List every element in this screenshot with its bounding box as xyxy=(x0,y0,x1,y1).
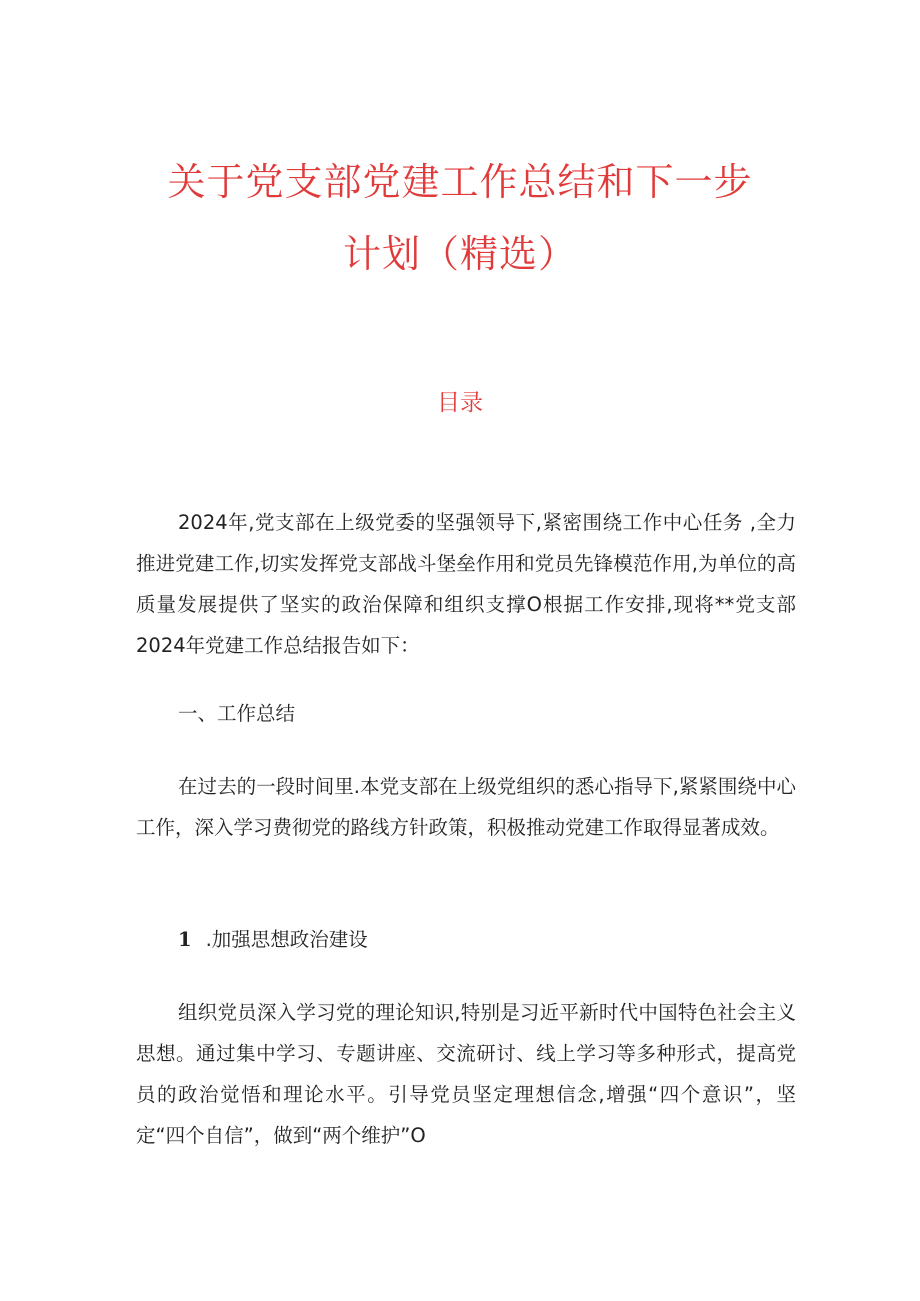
toc-heading: 目录 xyxy=(437,390,483,416)
section-summary-paragraph: 在过去的一段时间里.本党支部在上级党组织的悉心指导下,紧紧围绕中心工作，深入学习费彻党的路线方针政策，积极推动党建工作取得显著成效。 xyxy=(136,775,796,839)
subsection-number: 1 xyxy=(178,928,192,951)
document-title-line-2: 计划（精选） xyxy=(342,232,577,276)
ideology-paragraph: 组织党员深入学习党的理论知识,特别是习近平新时代中国特色社会主义思想。通过集中学习、专题讲座、交流研讨、线上学习等多种形式，提高党员的政治觉悟和理论水平。引导党员坚定理想信念,增强“四个意识”，坚定“四个自信”，做到“两个维护”O xyxy=(136,1001,796,1147)
intro-paragraph: 2024年,党支部在上级党委的坚强领导下,紧密围绕工作中心任务 ,全力推进党建工作,切实发挥党支部战斗堡垒作用和党员先锋模范作用,为单位的高质量发展提供了坚实的政治保障和组织支撑O根据工作安排,现将**党支部2024年党建工作总结报告如下： xyxy=(136,511,796,657)
document-title-line-1: 关于党支部党建工作总结和下一步 xyxy=(167,160,753,204)
section-heading-work-summary: 一、工作总结 xyxy=(178,702,296,725)
subsection-title: .加强思想政治建设 xyxy=(205,928,368,951)
subsection-heading-ideology xyxy=(178,919,368,960)
